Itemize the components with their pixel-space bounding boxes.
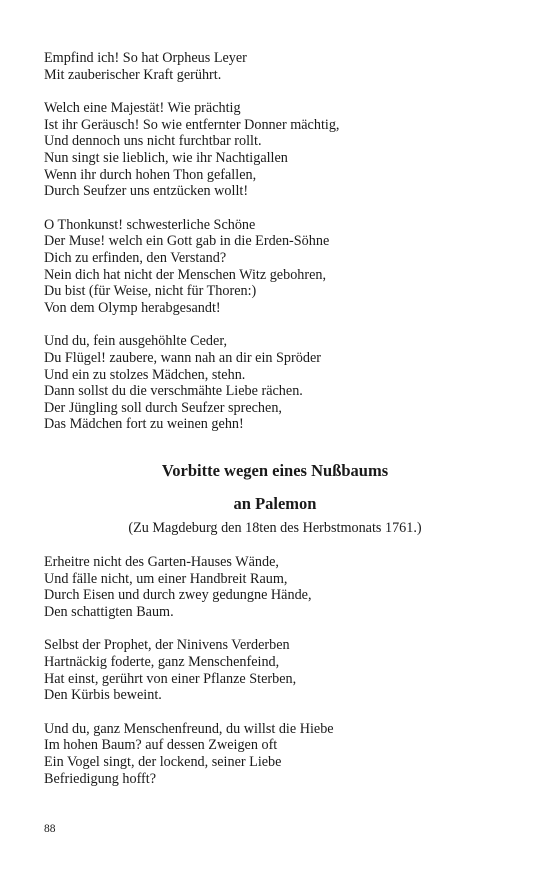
stanza: [44, 554, 514, 620]
verse-line: Im hohen Baum? auf dessen Zweigen oft: [44, 737, 278, 754]
verse-line: Der Muse! welch ein Gott gab in die Erden-Söhne: [44, 233, 330, 250]
verse-line: Nun singt sie lieblich, wie ihr Nachtigallen: [44, 149, 288, 166]
verse-line: Durch Eisen und durch zwey gedungne Hände,: [44, 587, 312, 604]
poem-body: [44, 554, 514, 804]
stanza: [44, 637, 514, 703]
verse-line: Den Kürbis beweint.: [44, 687, 162, 704]
verse-line: Erheitre nicht des Garten-Hauses Wände,: [44, 554, 279, 570]
stanza: [44, 50, 514, 83]
verse-line: Wenn ihr durch hohen Thon gefallen,: [44, 166, 257, 183]
verse-line: Und ein zu stolzes Mädchen, stehn.: [44, 366, 246, 383]
stanza: [44, 217, 514, 317]
verse-line: Das Mädchen fort zu weinen gehn!: [44, 416, 244, 433]
verse-line: Durch Seufzer uns entzücken wollt!: [44, 183, 249, 200]
verse-line: Selbst der Prophet, der Ninivens Verderben: [44, 637, 290, 654]
verse-line: Und du, fein ausgehöhlte Ceder,: [44, 333, 228, 350]
poem-continuation: [44, 50, 514, 450]
stanza: [44, 333, 514, 433]
poem-title-continuation: an Palemon: [233, 494, 317, 513]
verse-line: Mit zauberischer Kraft gerührt.: [44, 66, 222, 83]
verse-line: Hat einst, gerührt von einer Pflanze Sterben,: [44, 670, 297, 687]
page-number: 88: [44, 823, 56, 835]
verse-line: Hartnäckig foderte, ganz Menschenfeind,: [44, 653, 280, 670]
poem-title: Vorbitte wegen eines Nußbaums: [161, 461, 389, 480]
verse-line: Und dennoch uns nicht furchtbar rollt.: [44, 133, 262, 150]
verse-line: Du Flügel! zaubere, wann nah an dir ein Spröder: [44, 349, 321, 366]
stanza: [44, 721, 514, 787]
verse-line: Nein dich hat nicht der Menschen Witz gebohren,: [44, 266, 327, 283]
verse-line: Den schattigten Baum.: [44, 603, 174, 620]
verse-line: Welch eine Majestät! Wie prächtig: [44, 100, 241, 117]
verse-line: Du bist (für Weise, nicht für Thoren:): [44, 283, 257, 300]
verse-line: Empfind ich! So hat Orpheus Leyer: [44, 50, 247, 66]
poem-dateline: (Zu Magdeburg den 18ten des Herbstmonats 1761.): [128, 520, 422, 536]
verse-line: Dich zu erfinden, den Verstand?: [44, 249, 227, 266]
verse-line: Ist ihr Geräusch! So wie entfernter Donner mächtig,: [44, 116, 340, 133]
verse-line: O Thonkunst! schwesterliche Schöne: [44, 216, 256, 233]
verse-line: Und fälle nicht, um einer Handbreit Raum,: [44, 570, 288, 587]
verse-line: Befriedigung hofft?: [44, 770, 157, 787]
verse-line: Ein Vogel singt, der lockend, seiner Liebe: [44, 753, 282, 770]
verse-line: Der Jüngling soll durch Seufzer sprechen,: [44, 399, 282, 416]
verse-line: Von dem Olymp herabgesandt!: [44, 299, 221, 316]
verse-line: Dann sollst du die verschmähte Liebe rächen.: [44, 383, 303, 400]
stanza: [44, 100, 514, 200]
verse-line: Und du, ganz Menschenfreund, du willst die Hiebe: [44, 720, 334, 737]
